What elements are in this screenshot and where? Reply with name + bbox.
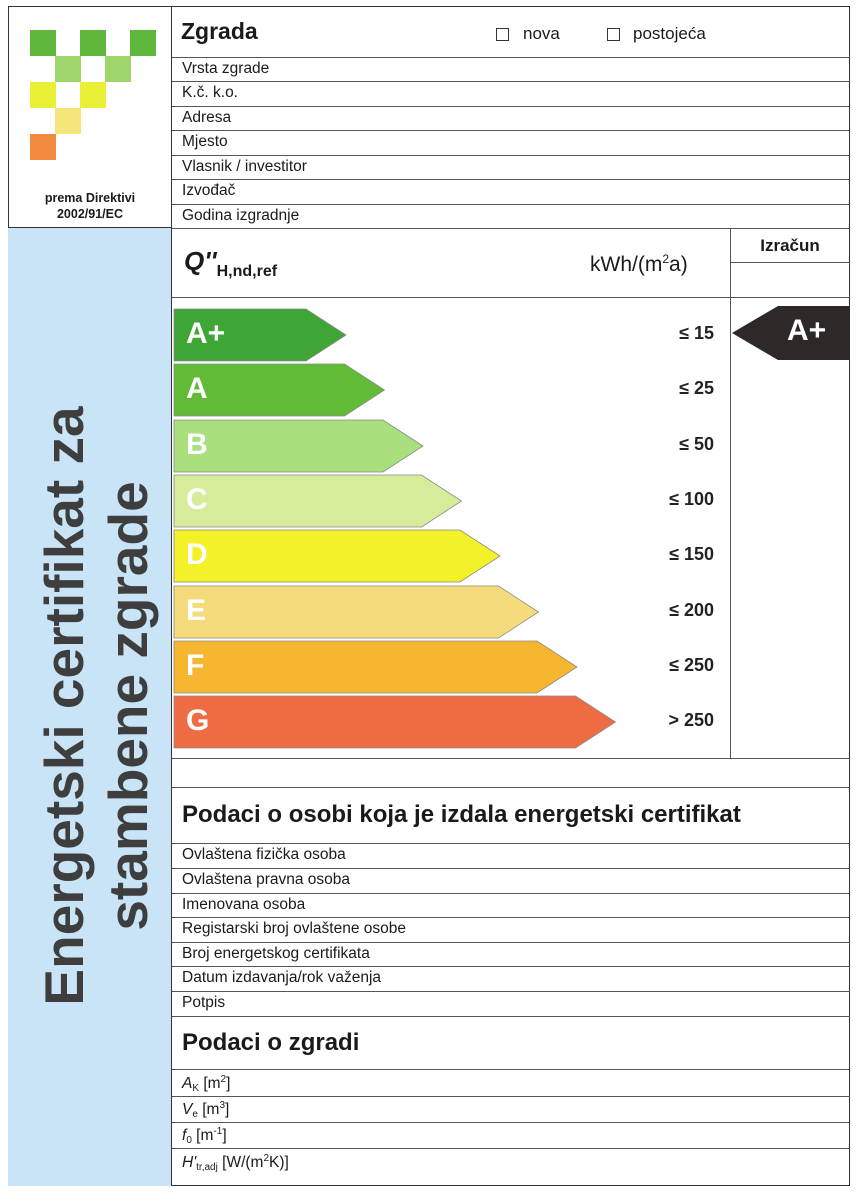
ve-unit-post: ]	[225, 1101, 230, 1118]
building-field-divider	[172, 155, 850, 156]
building-data-divider-1	[172, 1096, 850, 1097]
unit-sup: 2	[662, 252, 670, 266]
energy-class-threshold: ≤ 250	[669, 654, 714, 675]
logo-square	[30, 134, 56, 160]
ve-sub: e	[192, 1109, 198, 1120]
f0-field	[182, 1126, 227, 1146]
ak-field	[182, 1074, 230, 1094]
issuer-field-divider	[172, 917, 850, 918]
building-data-title: Podaci o zgradi	[182, 1029, 360, 1056]
logo-square	[80, 82, 106, 108]
logo-square	[105, 56, 131, 82]
q-symbol: Q''	[184, 246, 217, 276]
energy-class-arrow-shape	[174, 641, 579, 695]
ak-unit-post: ]	[226, 1075, 231, 1092]
building-field-label: Godina izgradnje	[182, 207, 300, 224]
building-field-divider	[172, 81, 850, 82]
q-subscript: H,nd,ref	[216, 263, 278, 281]
issuer-field-label: Imenovana osoba	[182, 896, 306, 913]
ak-unit-sup: 2	[220, 1074, 227, 1085]
h-unit-pre: [W/(m	[217, 1154, 264, 1171]
issuer-section-title: Podaci o osobi koja je izdala energetski certifikat	[182, 801, 741, 828]
building-field-divider	[172, 204, 850, 205]
energy-scale-bottom	[172, 758, 850, 759]
issuer-field-divider	[172, 966, 850, 967]
logo-square	[55, 56, 81, 82]
unit-prefix: kWh/(m	[590, 253, 663, 276]
building-data-divider-2	[172, 1122, 850, 1123]
energy-class-letter: A	[186, 372, 208, 406]
ve-field	[182, 1100, 229, 1120]
building-field-label: Adresa	[182, 109, 232, 126]
energy-class-threshold: ≤ 150	[669, 544, 714, 565]
issuer-field-divider	[172, 843, 850, 844]
eu-directive-logo	[8, 6, 172, 228]
h-unit-sup: 2	[263, 1153, 270, 1164]
existing-building-checkbox[interactable]	[607, 28, 620, 41]
ve-symbol: V	[182, 1101, 193, 1118]
building-field-divider	[172, 130, 850, 131]
logo-square	[130, 30, 156, 56]
ve-unit-pre: [m	[197, 1101, 220, 1118]
building-data-divider-top	[172, 1069, 850, 1070]
building-field-label: Vrsta zgrade	[182, 60, 270, 77]
h-unit-post: K)]	[269, 1154, 289, 1171]
energy-class-threshold: > 250	[668, 710, 714, 731]
issuer-field-label: Ovlaštena pravna osoba	[182, 871, 351, 888]
energy-class-arrow-shape	[174, 586, 541, 640]
issuer-field-divider	[172, 893, 850, 894]
issuer-section-bottom	[172, 1016, 850, 1017]
f0-sub: 0	[186, 1135, 192, 1146]
h-field	[182, 1153, 289, 1173]
issuer-field-label: Potpis	[182, 994, 226, 1011]
energy-class-threshold: ≤ 50	[679, 433, 714, 454]
ve-unit-sup: 3	[219, 1100, 225, 1111]
vertical-title-line2: stambene zgrade	[97, 481, 159, 931]
issuer-field-label: Broj energetskog certifikata	[182, 945, 370, 962]
unit-suffix: a)	[669, 253, 688, 276]
logo-caption	[8, 190, 172, 222]
building-field-divider	[172, 106, 850, 107]
h-symbol: H'	[182, 1154, 197, 1171]
logo-square	[30, 82, 56, 108]
q-label	[184, 246, 277, 281]
logo-square	[30, 30, 56, 56]
building-field-divider	[172, 57, 850, 58]
energy-class-arrow-shape	[174, 696, 618, 750]
ak-sub: K	[192, 1083, 200, 1094]
building-field-divider	[172, 179, 850, 180]
energy-class-threshold: ≤ 100	[669, 488, 714, 509]
building-section-bottom	[172, 228, 850, 229]
logo-caption-line1: prema Direktivi	[44, 191, 136, 205]
ak-unit-pre: [m	[199, 1075, 221, 1092]
energy-class-letter: C	[186, 482, 208, 516]
energy-header-divider	[172, 297, 850, 298]
f0-unit-post: ]	[222, 1127, 227, 1144]
logo-square	[80, 30, 106, 56]
unit-label	[590, 252, 688, 277]
building-section-title: Zgrada	[181, 18, 258, 44]
building-field-label: K.č. k.o.	[182, 84, 238, 101]
building-data-divider-3	[172, 1148, 850, 1149]
energy-class-threshold: ≤ 15	[679, 323, 714, 343]
logo-caption-line2: 2002/91/EC	[56, 207, 124, 221]
energy-class-letter: F	[186, 648, 205, 682]
energy-class-letter: A+	[186, 317, 226, 350]
vertical-title-band	[8, 228, 172, 1186]
logo-square	[55, 108, 81, 134]
existing-building-label: postojeća	[633, 24, 706, 43]
energy-scale-footer-line	[172, 787, 850, 788]
result-class-label: A+	[787, 314, 827, 347]
issuer-field-divider	[172, 868, 850, 869]
vertical-title-line1: Energetski certifikat za	[33, 406, 95, 1006]
new-building-label: nova	[523, 24, 560, 43]
new-building-checkbox[interactable]	[496, 28, 509, 41]
energy-class-letter: G	[186, 704, 210, 738]
f0-unit-sup: -1	[213, 1126, 223, 1137]
issuer-field-label: Ovlaštena fizička osoba	[182, 846, 346, 863]
energy-class-letter: B	[186, 427, 208, 461]
building-field-label: Vlasnik / investitor	[182, 158, 307, 175]
issuer-field-divider	[172, 942, 850, 943]
building-field-label: Mjesto	[182, 133, 228, 150]
f0-unit-pre: [m	[191, 1127, 214, 1144]
calculation-column-title: Izračun	[760, 236, 820, 255]
energy-class-letter: D	[186, 538, 208, 572]
issuer-field-divider	[172, 991, 850, 992]
energy-class-arrow-shape	[174, 475, 464, 529]
issuer-field-label: Datum izdavanja/rok važenja	[182, 969, 382, 986]
energy-class-letter: E	[186, 593, 207, 627]
energy-class-threshold: ≤ 25	[679, 378, 714, 399]
calc-header-divider	[730, 262, 850, 263]
calc-column-divider	[730, 228, 731, 758]
issuer-field-label: Registarski broj ovlaštene osobe	[182, 920, 407, 937]
ak-symbol: A	[182, 1075, 193, 1092]
energy-class-arrow-shape	[174, 530, 502, 584]
building-field-label: Izvođač	[182, 182, 236, 199]
h-sub: tr,adj	[196, 1162, 218, 1173]
energy-class-threshold: ≤ 200	[669, 599, 714, 620]
f0-symbol: f	[182, 1127, 187, 1144]
energy-class-arrow-shape	[174, 420, 425, 474]
